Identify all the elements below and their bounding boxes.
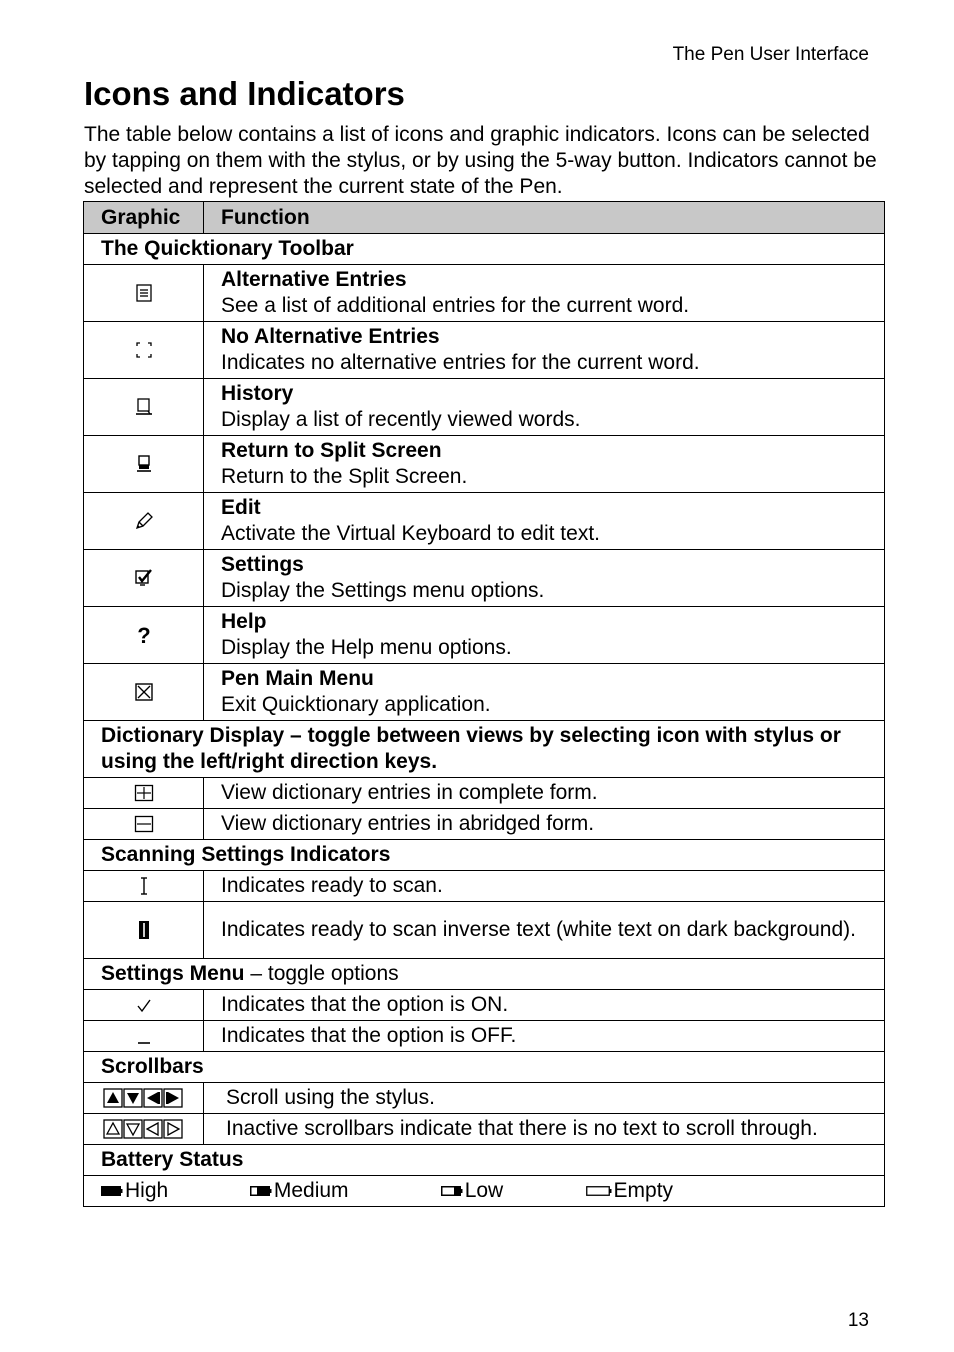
table-row [84, 902, 885, 959]
section-row [84, 1145, 885, 1176]
question-icon [135, 624, 153, 646]
scroll-arrows-outline-icon [103, 1119, 185, 1139]
entry-name: Settings [221, 553, 304, 576]
table-row [84, 436, 885, 493]
table-row [84, 664, 885, 721]
table-cell: View dictionary entries in abridged form. [204, 809, 885, 840]
table-cell: View dictionary entries in complete form. [204, 778, 885, 809]
battery-label: Medium [273, 1179, 349, 1202]
entry-description: Return to the Split Screen. [221, 465, 468, 488]
battery-low-icon [441, 1185, 463, 1197]
table-cell: Indicates ready to scan inverse text (white text on dark background). [204, 902, 885, 959]
entry-description: Display a list of recently viewed words. [221, 408, 581, 431]
list-icon [135, 284, 153, 302]
page-number: 13 [847, 1310, 869, 1331]
scroll-arrows-filled-icon [103, 1088, 185, 1108]
section-scrollbars: Scrollbars [84, 1052, 885, 1083]
entry-description: Indicates no alternative entries for the current word. [221, 351, 700, 374]
section-toolbar: The Quicktionary Toolbar [84, 234, 885, 265]
table-row [84, 322, 885, 379]
table-row [84, 1083, 885, 1114]
table-row [84, 493, 885, 550]
table-row [84, 379, 885, 436]
table-row [84, 550, 885, 607]
section-row [84, 1052, 885, 1083]
table-row [84, 1021, 885, 1052]
column-header-graphic: Graphic [84, 202, 204, 234]
battery-medium [250, 1178, 435, 1204]
table-header-row [84, 202, 885, 234]
battery-high [101, 1178, 244, 1204]
entry-description: Display the Help menu options. [221, 636, 512, 659]
table-row [84, 607, 885, 664]
battery-empty [586, 1178, 674, 1204]
battery-label: Low [464, 1179, 504, 1202]
page-title: Icons and Indicators [84, 75, 405, 112]
entry-name: Alternative Entries [221, 268, 407, 291]
battery-full-icon [101, 1185, 123, 1197]
section-dictionary: Dictionary Display – toggle between views by selecting icon with stylus or using the left/right direction keys. [84, 721, 885, 778]
battery-label: High [125, 1179, 169, 1202]
entry-name: Return to Split Screen [221, 439, 442, 462]
entry-description: Display the Settings menu options. [221, 579, 545, 602]
table-row [84, 1114, 885, 1145]
column-header-function: Function [204, 202, 885, 234]
table-cell: Indicates that the option is OFF. [204, 1021, 885, 1052]
split-screen-icon [135, 455, 153, 473]
table-cell: Inactive scrollbars indicate that there is no text to scroll through. [204, 1114, 885, 1145]
entry-description: See a list of additional entries for the current word. [221, 294, 690, 317]
entry-name: Edit [221, 496, 261, 519]
text-cursor-icon [138, 875, 150, 897]
section-row [84, 959, 885, 990]
table-row [84, 265, 885, 322]
underscore-icon [135, 1027, 153, 1045]
section-row [84, 721, 885, 778]
battery-empty-icon [586, 1185, 612, 1197]
close-box-icon [134, 682, 154, 702]
plus-box-icon [134, 783, 154, 803]
entry-name: Help [221, 610, 267, 633]
section-scanning: Scanning Settings Indicators [84, 840, 885, 871]
empty-brackets-icon [135, 341, 153, 359]
entry-description: Exit Quicktionary application. [221, 693, 491, 716]
intro-paragraph: The table below contains a list of icons and graphic indicators. Icons can be selected by tapping on them with the stylus, or by using the 5-way button. Indicators cannot be selected and represent the current state of the Pen. [84, 123, 877, 198]
section-settings-subtitle: – toggle options [244, 962, 399, 985]
pencil-icon [134, 511, 154, 531]
table-cell: Scroll using the stylus. [204, 1083, 885, 1114]
table-cell: Indicates ready to scan. [204, 871, 885, 902]
section-settings-title: Settings Menu [101, 962, 245, 985]
checkmark-icon [135, 996, 153, 1014]
running-header: The Pen User Interface [672, 44, 869, 65]
inverse-cursor-icon [137, 919, 151, 941]
minus-box-icon [134, 814, 154, 834]
battery-label: Empty [613, 1179, 674, 1202]
table-row [84, 778, 885, 809]
table-row [84, 871, 885, 902]
table-row [84, 809, 885, 840]
section-battery: Battery Status [84, 1145, 885, 1176]
section-settings-menu [84, 959, 885, 990]
table-row [84, 990, 885, 1021]
settings-check-icon [134, 568, 154, 588]
section-row [84, 840, 885, 871]
entry-name: Pen Main Menu [221, 667, 374, 690]
battery-row [84, 1176, 885, 1207]
svg-text:?: ? [136, 624, 151, 647]
battery-low [441, 1178, 580, 1204]
table-cell: Indicates that the option is ON. [204, 990, 885, 1021]
entry-name: No Alternative Entries [221, 325, 440, 348]
icons-table [83, 201, 885, 1207]
entry-description: Activate the Virtual Keyboard to edit text. [221, 522, 600, 545]
entry-name: History [221, 382, 294, 405]
battery-medium-icon [250, 1185, 272, 1197]
history-icon [135, 398, 153, 416]
section-row [84, 234, 885, 265]
